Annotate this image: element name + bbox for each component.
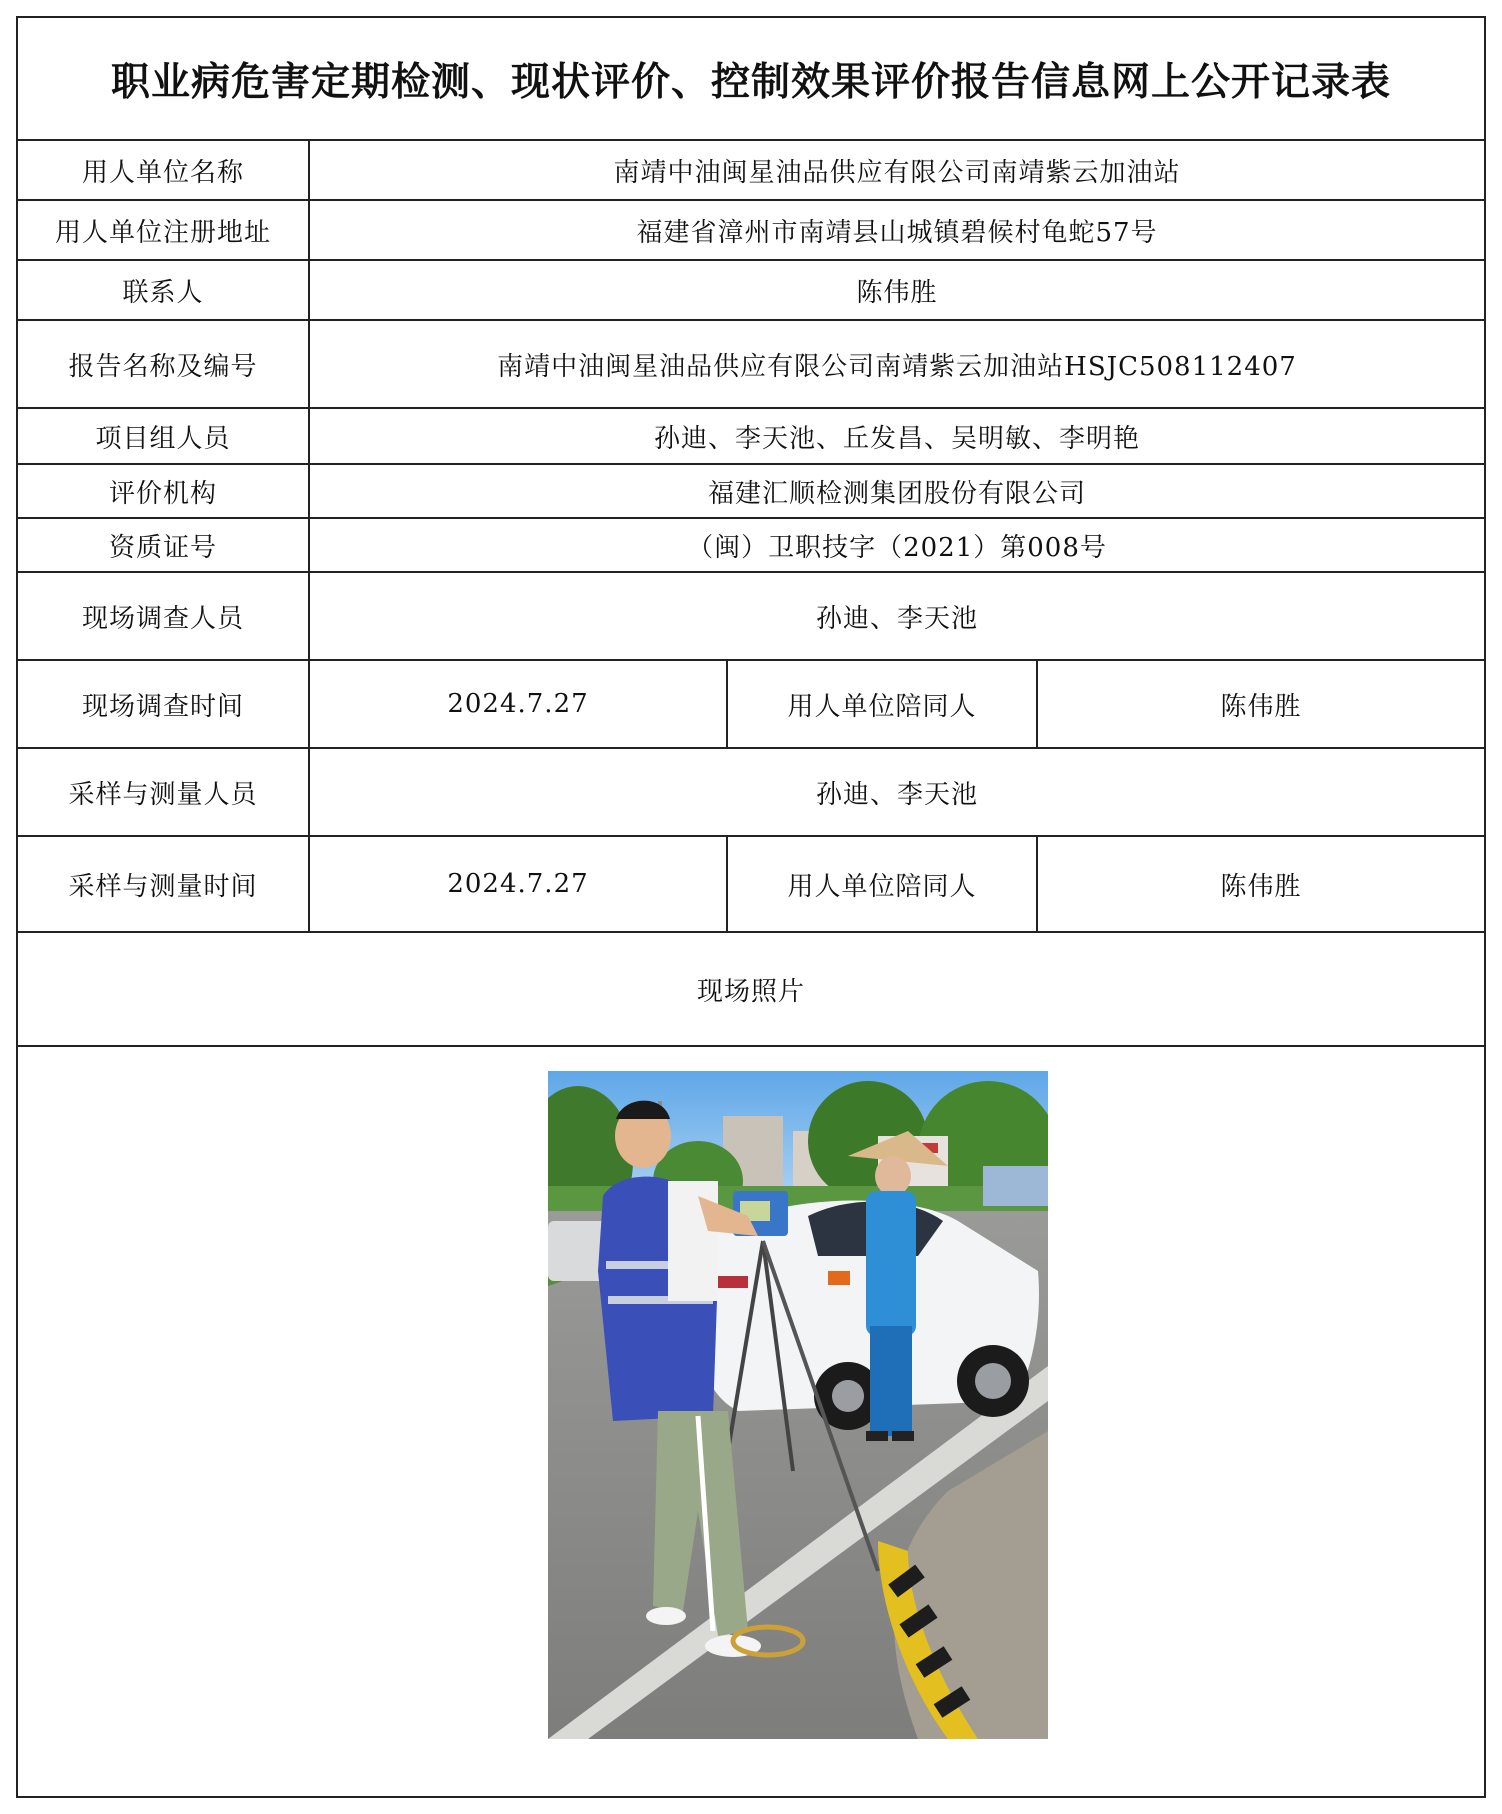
value-sampling-time: 2024.7.27 <box>308 837 726 931</box>
label-report: 报告名称及编号 <box>68 351 258 382</box>
label-sampling-escort: 用人单位陪同人 <box>726 837 1036 931</box>
page-title: 职业病危害定期检测、现状评价、控制效果评价报告信息网上公开记录表 <box>110 59 1391 105</box>
label-unit-name: 用人单位名称 <box>81 157 244 188</box>
row-agency <box>18 465 1484 519</box>
value-unit-address: 福建省漳州市南靖县山城镇碧候村龟蛇57号 <box>308 201 1484 259</box>
row-team <box>18 409 1484 465</box>
site-photo <box>548 1071 1048 1739</box>
label-photo-section: 现场照片 <box>696 976 805 1007</box>
value-survey-time: 2024.7.27 <box>308 661 726 747</box>
label-survey-staff: 现场调查人员 <box>81 603 244 634</box>
title-row <box>18 18 1484 141</box>
site-photo-illustration <box>548 1071 1048 1739</box>
value-sampling-escort: 陈伟胜 <box>1036 837 1484 931</box>
row-unit-name <box>18 141 1484 201</box>
value-cert: （闽）卫职技字（2021）第008号 <box>308 519 1484 571</box>
row-contact <box>18 261 1484 321</box>
row-survey-staff <box>18 573 1484 661</box>
row-unit-address <box>18 201 1484 261</box>
value-team: 孙迪、李天池、丘发昌、吴明敏、李明艳 <box>308 409 1484 463</box>
label-survey-time: 现场调查时间 <box>81 691 244 722</box>
label-sampling-time: 采样与测量时间 <box>68 871 258 902</box>
value-sampling-staff: 孙迪、李天池 <box>308 749 1484 835</box>
value-unit-name: 南靖中油闽星油品供应有限公司南靖紫云加油站 <box>308 141 1484 199</box>
label-team: 项目组人员 <box>95 423 231 454</box>
row-cert <box>18 519 1484 573</box>
label-agency: 评价机构 <box>108 478 217 509</box>
row-sampling-time <box>18 837 1484 933</box>
label-unit-address: 用人单位注册地址 <box>54 217 271 248</box>
label-sampling-staff: 采样与测量人员 <box>68 779 258 810</box>
label-survey-escort: 用人单位陪同人 <box>726 661 1036 747</box>
value-survey-staff: 孙迪、李天池 <box>308 573 1484 659</box>
label-contact: 联系人 <box>122 277 204 308</box>
row-report <box>18 321 1484 409</box>
row-survey-time <box>18 661 1484 749</box>
value-survey-escort: 陈伟胜 <box>1036 661 1484 747</box>
record-table <box>16 16 1486 1798</box>
label-cert: 资质证号 <box>108 532 217 563</box>
row-sampling-staff <box>18 749 1484 837</box>
photo-area <box>18 1047 1484 1796</box>
value-agency: 福建汇顺检测集团股份有限公司 <box>308 465 1484 517</box>
value-report: 南靖中油闽星油品供应有限公司南靖紫云加油站HSJC508112407 <box>308 321 1484 407</box>
row-photo-label <box>18 933 1484 1047</box>
value-contact: 陈伟胜 <box>308 261 1484 319</box>
